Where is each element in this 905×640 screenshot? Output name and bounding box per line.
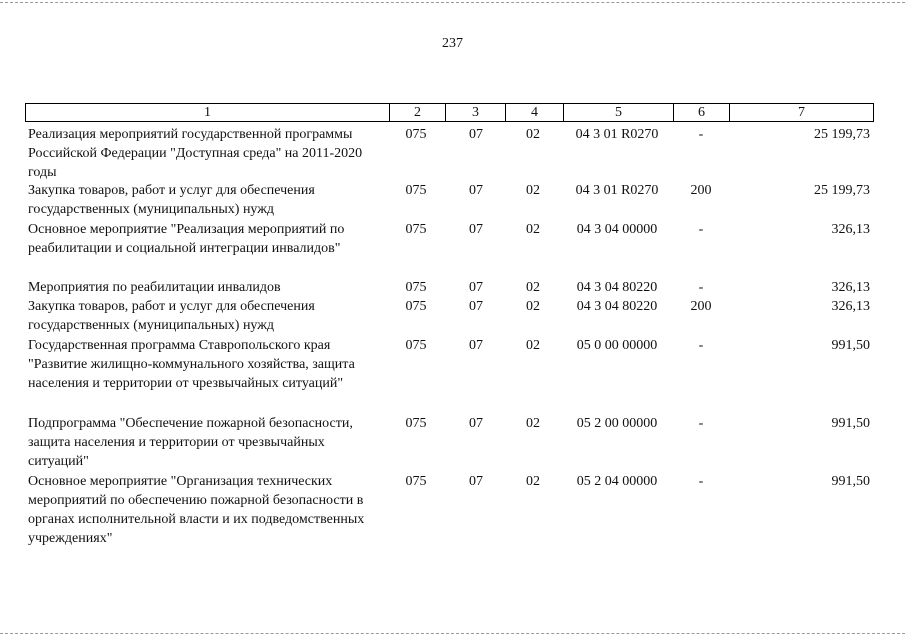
row-section-code: 07	[469, 127, 483, 142]
header-col-6: 6	[673, 104, 729, 121]
row-amount: 25 199,73	[814, 127, 870, 142]
row-target-article: 04 3 04 80220	[576, 299, 658, 314]
row-subsection-code: 02	[526, 222, 540, 237]
row-expense-type: 200	[690, 183, 712, 198]
row-amount: 25 199,73	[814, 183, 870, 198]
row-subsection-code: 02	[526, 299, 540, 314]
row-amount: 991,50	[831, 416, 870, 431]
row-amount: 326,13	[831, 222, 870, 237]
row-target-article: 04 3 01 R0270	[575, 127, 659, 142]
row-name: Мероприятия по реабилитации инвалидов	[28, 280, 281, 295]
header-col-3: 3	[445, 104, 505, 121]
table-header-row	[25, 103, 874, 122]
row-section-code: 07	[469, 280, 483, 295]
row-name: Подпрограмма "Обеспечение пожарной безопасности, защита населения и территории от чрезвычайных ситуаций"	[28, 416, 353, 469]
header-col-7: 7	[729, 104, 873, 121]
row-expense-type: 200	[690, 299, 712, 314]
row-ministry-code: 075	[405, 222, 427, 237]
row-target-article: 04 3 04 80220	[576, 280, 658, 295]
row-ministry-code: 075	[405, 299, 427, 314]
header-col-1: 1	[204, 105, 211, 120]
row-amount: 326,13	[831, 280, 870, 295]
row-ministry-code: 075	[405, 416, 427, 431]
row-expense-type: -	[698, 474, 704, 489]
row-expense-type: -	[698, 338, 704, 353]
row-target-article: 05 2 04 00000	[576, 474, 658, 489]
row-ministry-code: 075	[405, 183, 427, 198]
row-subsection-code: 02	[526, 338, 540, 353]
row-section-code: 07	[469, 183, 483, 198]
row-subsection-code: 02	[526, 280, 540, 295]
scan-edge-top	[0, 2, 905, 3]
row-expense-type: -	[698, 127, 704, 142]
row-name: Основное мероприятие "Реализация мероприятий по реабилитации и социальной интеграции инвалидов"	[28, 222, 345, 256]
row-section-code: 07	[469, 474, 483, 489]
row-section-code: 07	[469, 299, 483, 314]
row-target-article: 04 3 04 00000	[576, 222, 658, 237]
row-name: Государственная программа Ставропольского края "Развитие жилищно-коммунального хозяйства, защита населения и территории от чрезвычайных ситуаций"	[28, 338, 355, 391]
row-section-code: 07	[469, 338, 483, 353]
row-expense-type: -	[698, 280, 704, 295]
row-ministry-code: 075	[405, 474, 427, 489]
header-col-4: 4	[505, 104, 563, 121]
row-target-article: 04 3 01 R0270	[575, 183, 659, 198]
row-target-article: 05 2 00 00000	[576, 416, 658, 431]
row-expense-type: -	[698, 416, 704, 431]
row-target-article: 05 0 00 00000	[576, 338, 658, 353]
row-section-code: 07	[469, 222, 483, 237]
row-ministry-code: 075	[405, 280, 427, 295]
row-name: Закупка товаров, работ и услуг для обеспечения государственных (муниципальных) нужд	[28, 183, 315, 217]
row-amount: 991,50	[831, 338, 870, 353]
header-col-2: 2	[389, 104, 445, 121]
row-name: Реализация мероприятий государственной программы Российской Федерации "Доступная среда" на 2011-2020 годы	[28, 127, 363, 180]
row-section-code: 07	[469, 416, 483, 431]
row-subsection-code: 02	[526, 183, 540, 198]
page-number: 237	[442, 36, 463, 51]
row-ministry-code: 075	[405, 127, 427, 142]
row-name: Закупка товаров, работ и услуг для обеспечения государственных (муниципальных) нужд	[28, 299, 315, 333]
row-subsection-code: 02	[526, 127, 540, 142]
row-name: Основное мероприятие "Организация технических мероприятий по обеспечению пожарной безопасности в органах исполнительной власти и их подведомственных учреждениях"	[28, 474, 365, 546]
header-col-5: 5	[563, 104, 673, 121]
scan-edge-bottom	[0, 633, 905, 634]
row-amount: 326,13	[831, 299, 870, 314]
row-amount: 991,50	[831, 474, 870, 489]
row-subsection-code: 02	[526, 474, 540, 489]
row-subsection-code: 02	[526, 416, 540, 431]
row-expense-type: -	[698, 222, 704, 237]
row-ministry-code: 075	[405, 338, 427, 353]
